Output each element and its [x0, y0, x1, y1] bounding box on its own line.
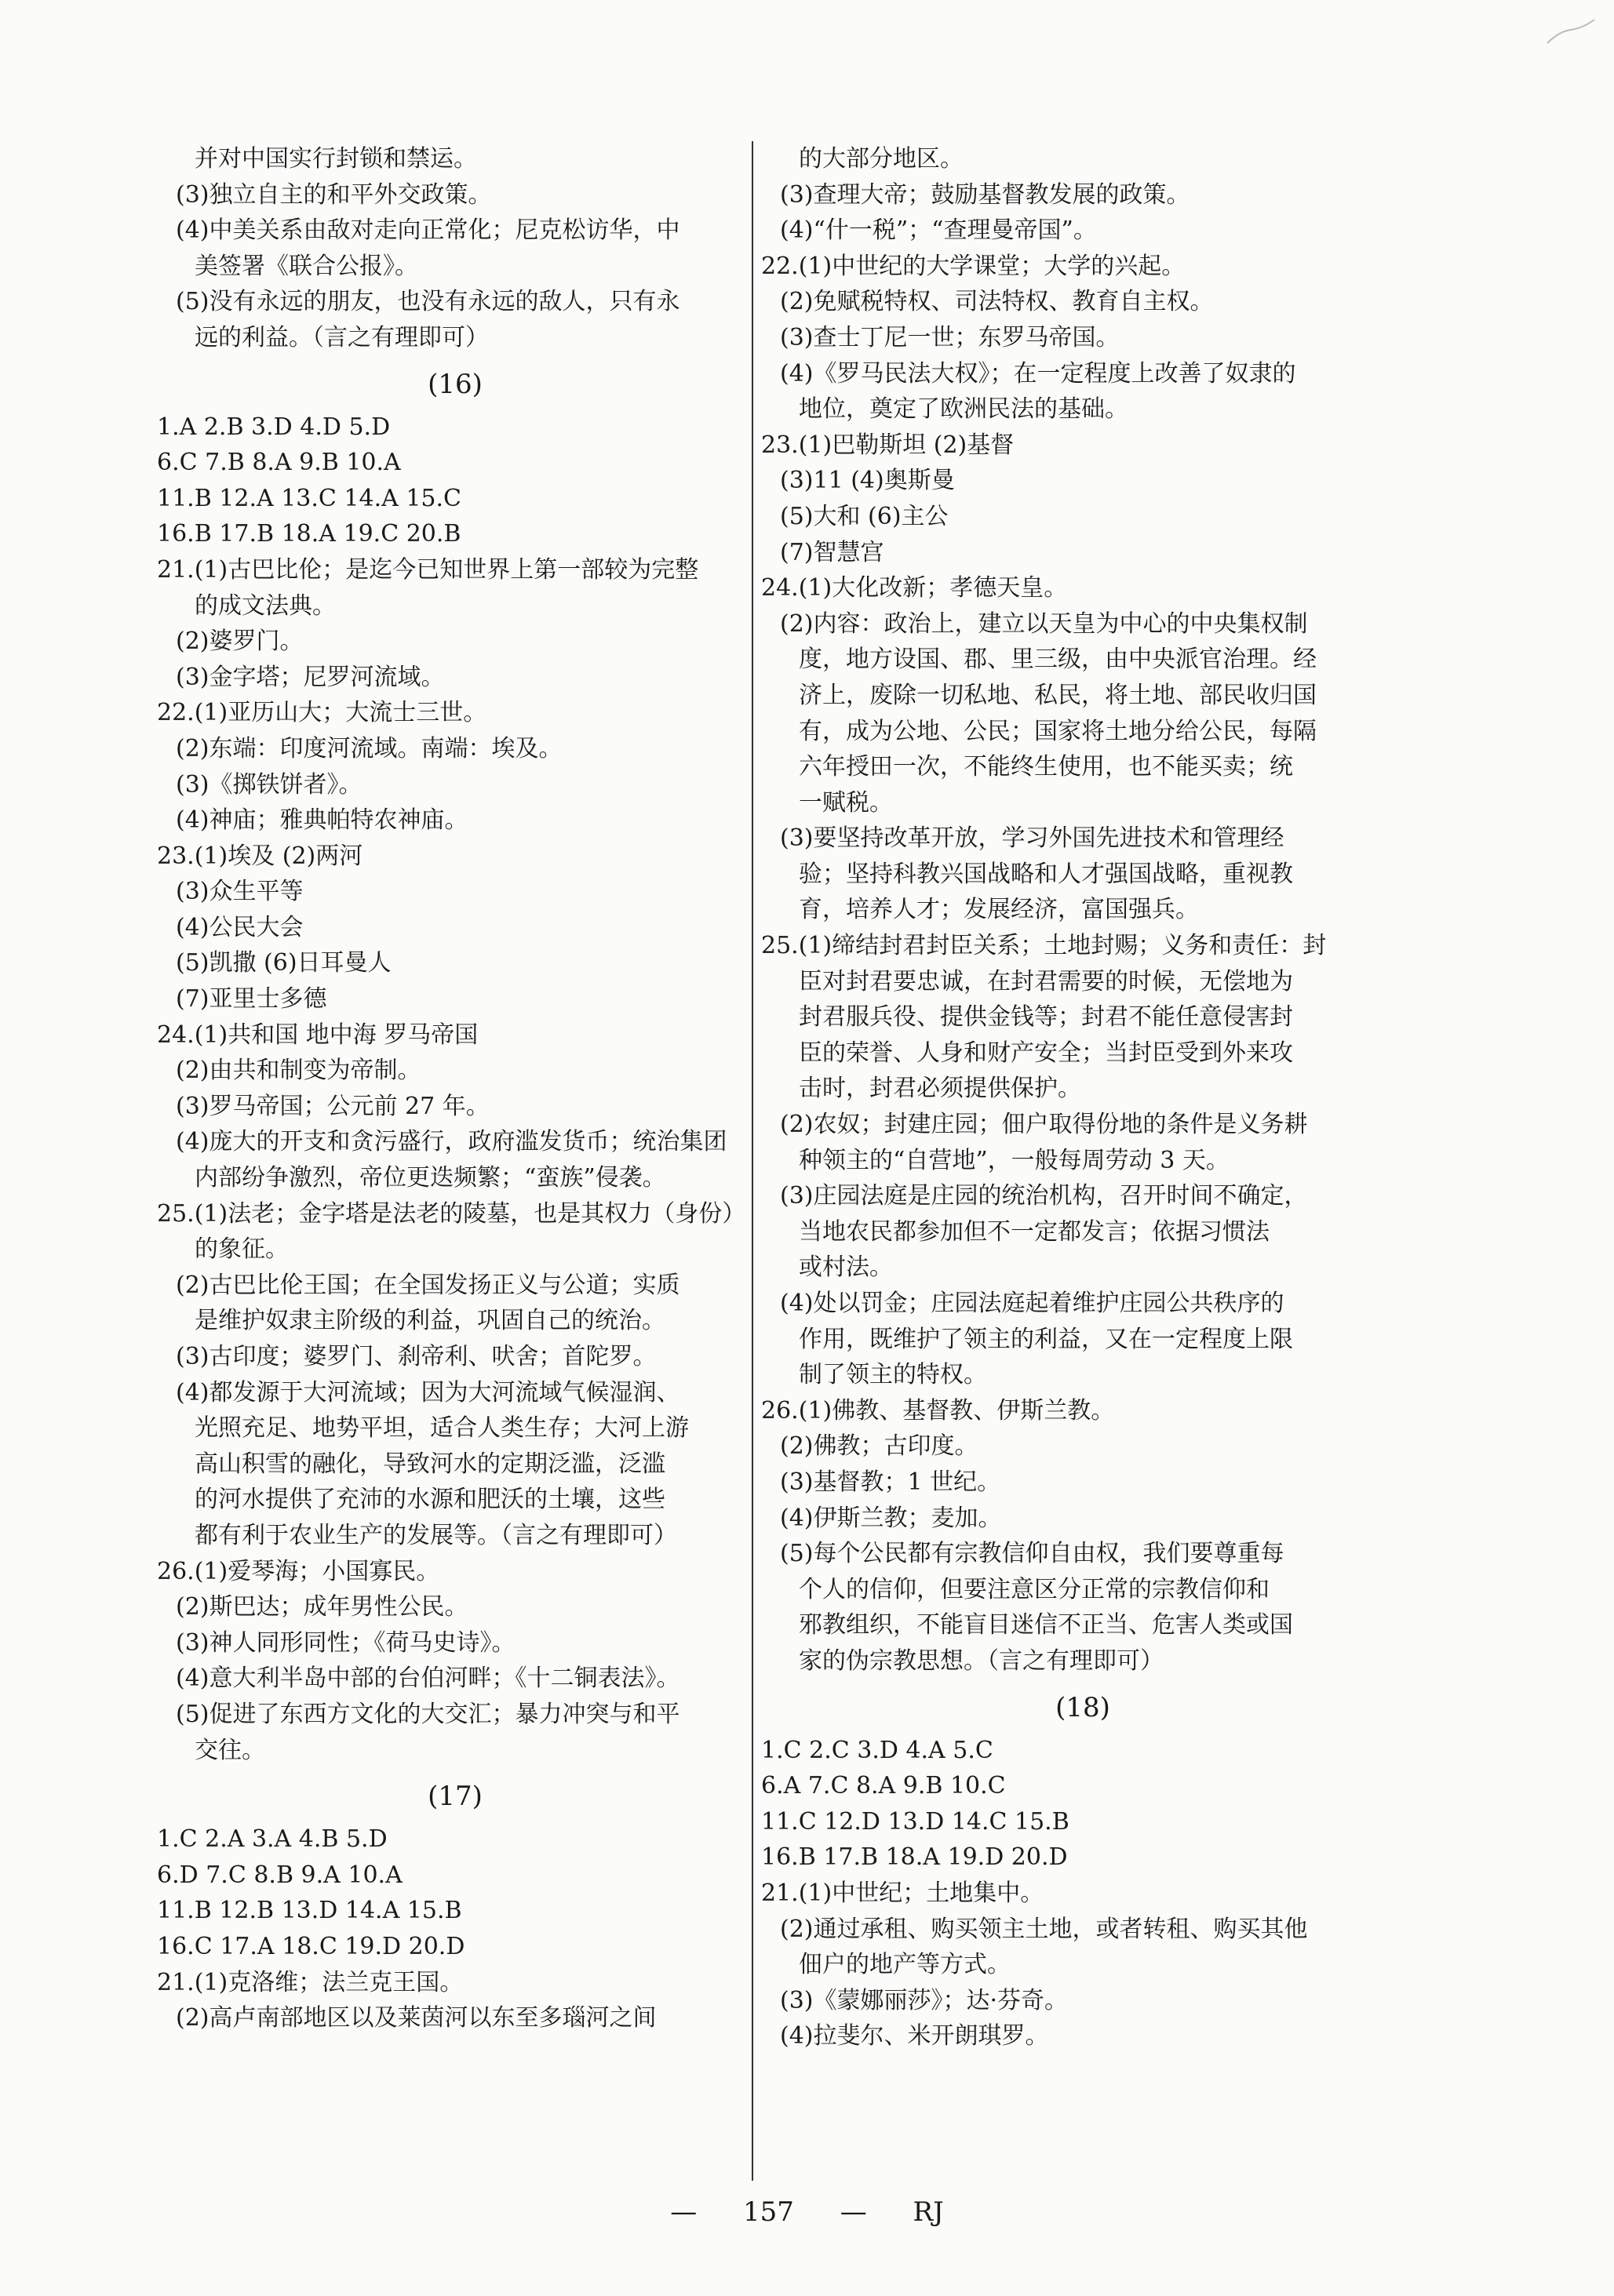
- answer-line: 的成文法典。: [195, 591, 336, 620]
- answer-line: 个人的信仰，但要注意区分正常的宗教信仰和: [799, 1575, 1270, 1603]
- answer-line: (4)处以罚金；庄园法庭起着维护庄园公共秩序的: [780, 1290, 1284, 1317]
- answer-line: (5)每个公民都有宗教信仰自由权，我们要尊重每: [780, 1540, 1284, 1568]
- answer-line: (3)古印度；婆罗门、刹帝利、吠舍；首陀罗。: [176, 1343, 657, 1370]
- answer-line: (4)都发源于大河流域；因为大河流域气候湿润、: [176, 1378, 680, 1406]
- answer-line: (4)神庙；雅典帕特农神庙。: [176, 806, 468, 835]
- answer-line: 21.(1)古巴比伦；是迄今已知世界上第一部较为完整: [157, 555, 699, 584]
- edition-code: RJ: [913, 2196, 944, 2228]
- answer-line: 16.B 17.B 18.A 19.C 20.B: [157, 520, 461, 548]
- answer-line: 制了领主的特权。: [799, 1361, 987, 1389]
- answer-line: 佃户的地产等方式。: [799, 1951, 1011, 1979]
- answer-line: 臣对封君要忠诚，在封君需要的时候，无偿地为: [799, 967, 1293, 995]
- answer-line: (2)高卢南部地区以及莱茵河以东至多瑙河之间: [176, 2004, 657, 2032]
- answer-line: 的河水提供了充沛的水源和肥沃的土壤，这些: [195, 1486, 665, 1514]
- answer-line: 11.C 12.D 13.D 14.C 15.B: [761, 1807, 1069, 1836]
- answer-line: 11.B 12.A 13.C 14.A 15.C: [157, 484, 461, 512]
- answer-line: (5)凯撒 (6)日耳曼人: [176, 949, 392, 977]
- answer-line: 内部纷争激烈，帝位更迭频繁；“蛮族”侵袭。: [195, 1164, 666, 1192]
- answer-line: (3)罗马帝国；公元前 27 年。: [176, 1092, 490, 1120]
- answer-line: (5)没有永远的朋友，也没有永远的敌人，只有永: [176, 288, 680, 316]
- answer-line: 或村法。: [799, 1254, 893, 1282]
- footer-dash-right: —: [840, 2196, 867, 2228]
- answer-line: (2)古巴比伦王国；在全国发扬正义与公道；实质: [176, 1271, 680, 1299]
- answer-line: (4)意大利半岛中部的台伯河畔；《十二铜表法》。: [176, 1665, 680, 1693]
- section-header: (17): [428, 1781, 483, 1813]
- answer-line: (3)《掷铁饼者》。: [176, 770, 363, 799]
- answer-line: 的象征。: [195, 1235, 289, 1264]
- answer-line: 16.B 17.B 18.A 19.D 20.D: [761, 1843, 1068, 1872]
- footer-dash-left: —: [670, 2196, 698, 2228]
- answer-line: 26.(1)爱琴海；小国寡民。: [157, 1557, 440, 1585]
- answer-line: 济上，废除一切私地、私民，将土地、部民收归国: [799, 681, 1317, 709]
- answer-line: 并对中国实行封锁和禁运。: [195, 145, 477, 173]
- answer-line: (3)《蒙娜丽莎》；达·芬奇。: [780, 1986, 1069, 2014]
- answer-line: 六年授田一次，不能终生使用，也不能买卖；统: [799, 753, 1293, 781]
- answer-line: 地位，奠定了欧洲民法的基础。: [799, 395, 1128, 424]
- section-header: (16): [428, 368, 483, 400]
- answer-line: (3)查理大帝；鼓励基督教发展的政策。: [780, 180, 1190, 209]
- answer-line: (2)由共和制变为帝制。: [176, 1057, 421, 1085]
- answer-line: (4)《罗马民法大权》；在一定程度上改善了奴隶的: [780, 359, 1296, 388]
- answer-line: (3)金字塔；尼罗河流域。: [176, 663, 445, 691]
- answer-line: 家的伪宗教思想。（言之有理即可）: [799, 1646, 1164, 1675]
- answer-line: 16.C 17.A 18.C 19.D 20.D: [157, 1932, 465, 1960]
- answer-line: 击时，封君必须提供保护。: [799, 1075, 1081, 1103]
- answer-line: (3)神人同形同性；《荷马史诗》。: [176, 1628, 516, 1657]
- answer-line: 的大部分地区。: [799, 145, 964, 173]
- answer-line: 21.(1)克洛维；法兰克王国。: [157, 1968, 464, 1996]
- answer-line: (3)要坚持改革开放，学习外国先进技术和管理经: [780, 824, 1284, 853]
- answer-line: (3)基督教；1 世纪。: [780, 1468, 1001, 1496]
- answer-line: (2)婆罗门。: [176, 628, 304, 656]
- answer-line: 当地农民都参加但不一定都发言；依据习惯法: [799, 1217, 1270, 1246]
- answer-line: (5)促进了东西方文化的大交汇；暴力冲突与和平: [176, 1700, 680, 1728]
- answer-line: (2)通过承租、购买领主土地，或者转租、购买其他: [780, 1915, 1308, 1943]
- right-column: [761, 141, 1405, 2054]
- page-number: 157: [743, 2196, 794, 2228]
- answer-line: (2)斯巴达；成年男性公民。: [176, 1593, 468, 1621]
- answer-line: (7)亚里士多德: [176, 985, 327, 1013]
- answer-line: (4)伊斯兰教；麦加。: [780, 1504, 1002, 1532]
- answer-line: 邪教组织，不能盲目迷信不正当、危害人类或国: [799, 1611, 1293, 1639]
- answer-line: (4)“什一税”；“查理曼帝国”。: [780, 217, 1097, 245]
- answer-line: 23.(1)巴勒斯坦 (2)基督: [761, 431, 1015, 459]
- answer-line: 验；坚持科教兴国战略和人才强国战略，重视教: [799, 860, 1293, 888]
- answer-line: 25.(1)缔结封君封臣关系；土地封赐；义务和责任：封: [761, 932, 1327, 960]
- answer-line: (2)农奴；封建庄园；佃户取得份地的条件是义务耕: [780, 1111, 1308, 1139]
- answer-line: 24.(1)大化改新；孝德天皇。: [761, 574, 1068, 602]
- answer-line: (3)11 (4)奥斯曼: [780, 467, 955, 495]
- answer-line: 23.(1)埃及 (2)两河: [157, 842, 363, 870]
- answer-line: (4)庞大的开支和贪污盛行，政府滥发货币；统治集团: [176, 1128, 727, 1156]
- answer-line: 美签署《联合公报》。: [195, 252, 418, 280]
- answer-line: (3)众生平等: [176, 878, 304, 906]
- answer-line: 26.(1)佛教、基督教、伊斯兰教。: [761, 1396, 1115, 1425]
- column-divider: [752, 141, 753, 2181]
- answer-line: 高山积雪的融化，导致河水的定期泛滥，泛滥: [195, 1450, 665, 1478]
- answer-line: 有，成为公地、公民；国家将土地分给公民，每隔: [799, 717, 1317, 745]
- answer-line: 一赋税。: [799, 788, 893, 817]
- answer-line: (7)智慧宫: [780, 538, 884, 566]
- answer-line: 25.(1)法老；金字塔是法老的陵墓，也是其权力（身份）: [157, 1199, 746, 1228]
- answer-line: 11.B 12.B 13.D 14.A 15.B: [157, 1897, 462, 1925]
- answer-line: 是维护奴隶主阶级的利益，巩固自己的统治。: [195, 1307, 665, 1335]
- answer-line: 交往。: [195, 1736, 265, 1764]
- answer-line: 21.(1)中世纪；土地集中。: [761, 1879, 1044, 1907]
- answer-line: 24.(1)共和国 地中海 罗马帝国: [157, 1021, 479, 1049]
- answer-line: 6.C 7.B 8.A 9.B 10.A: [157, 449, 401, 477]
- answer-line: (3)查士丁尼一世；东罗马帝国。: [780, 323, 1120, 351]
- answer-line: (2)东端：印度河流域。南端：埃及。: [176, 734, 563, 762]
- answer-line: (2)佛教；古印度。: [780, 1432, 978, 1461]
- corner-scribble-icon: [1543, 16, 1598, 47]
- answer-line: 臣的荣誉、人身和财产安全；当封臣受到外来攻: [799, 1039, 1293, 1067]
- answer-line: 作用，既维护了领主的利益，又在一定程度上限: [799, 1325, 1293, 1353]
- answer-line: 6.D 7.C 8.B 9.A 10.A: [157, 1861, 403, 1889]
- answer-line: 22.(1)中世纪的大学课堂；大学的兴起。: [761, 252, 1186, 280]
- answer-line: 育，培养人才；发展经济，富国强兵。: [799, 896, 1199, 924]
- answer-line: (3)庄园法庭是庄园的统治机构，召开时间不确定，: [780, 1182, 1308, 1210]
- page-footer: [0, 2196, 1614, 2228]
- answer-line: 1.C 2.C 3.D 4.A 5.C: [761, 1736, 993, 1764]
- answer-line: 种领主的“自营地”，一般每周劳动 3 天。: [799, 1146, 1230, 1174]
- section-header: (18): [1055, 1691, 1110, 1723]
- answer-line: (5)大和 (6)主公: [780, 502, 949, 530]
- answer-line: 都有利于农业生产的发展等。（言之有理即可）: [195, 1521, 677, 1549]
- answer-line: 1.A 2.B 3.D 4.D 5.D: [157, 413, 391, 441]
- answer-line: (4)公民大会: [176, 913, 304, 941]
- answer-line: 1.C 2.A 3.A 4.B 5.D: [157, 1825, 388, 1854]
- answer-line: 22.(1)亚历山大；大流士三世。: [157, 699, 487, 727]
- answer-line: (3)独立自主的和平外交政策。: [176, 180, 492, 209]
- answer-line: (4)中美关系由敌对走向正常化；尼克松访华，中: [176, 217, 680, 245]
- answer-line: (2)内容：政治上，建立以天皇为中心的中央集权制: [780, 609, 1308, 638]
- answer-line: 光照充足、地势平坦，适合人类生存；大河上游: [195, 1414, 689, 1443]
- answer-line: 封君服兵役、提供金钱等；封君不能任意侵害封: [799, 1003, 1293, 1032]
- answer-line: 度，地方设国、郡、里三级，由中央派官治理。经: [799, 646, 1317, 674]
- answer-line: (4)拉斐尔、米开朗琪罗。: [780, 2022, 1049, 2050]
- answer-line: 6.A 7.C 8.A 9.B 10.C: [761, 1772, 1006, 1800]
- answer-line: (2)免赋税特权、司法特权、教育自主权。: [780, 288, 1214, 316]
- left-column: [157, 141, 753, 2036]
- answer-line: 远的利益。（言之有理即可）: [195, 323, 489, 351]
